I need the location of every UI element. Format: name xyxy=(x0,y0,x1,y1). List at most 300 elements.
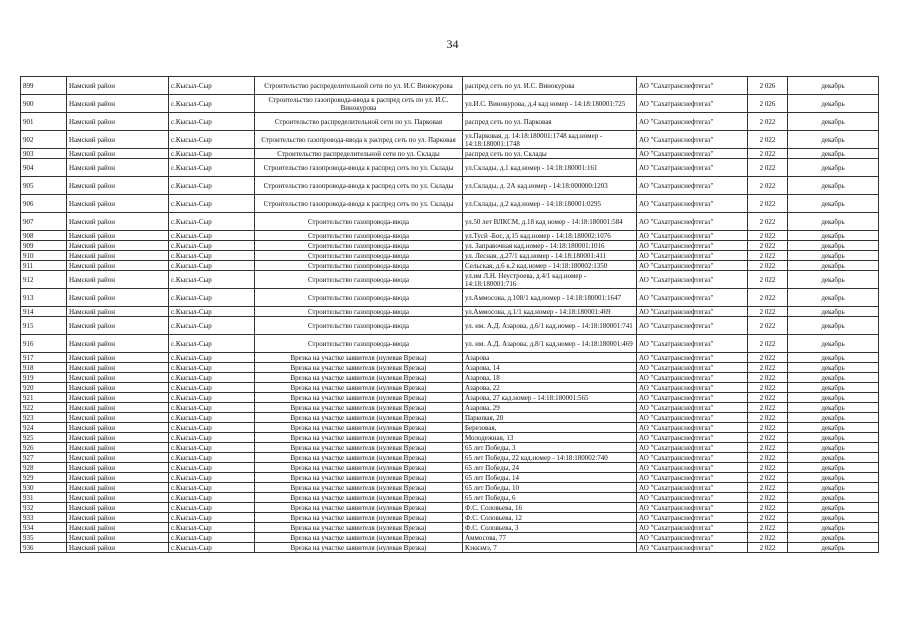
district-cell: Намский район xyxy=(67,317,169,335)
table-row xyxy=(21,403,879,413)
table-row xyxy=(21,523,879,533)
table-row xyxy=(21,543,879,553)
organization-cell: АО "Сахатранснефтегаз" xyxy=(637,289,748,307)
row-number: 906 xyxy=(21,195,67,213)
month-cell: декабрь xyxy=(788,177,879,195)
district-cell: Намский район xyxy=(67,335,169,353)
district-cell: Намский район xyxy=(67,533,169,543)
work-description-cell: Врезка на участке заявителя (нулевая Врезка) xyxy=(255,373,463,383)
organization-cell: АО "Сахатранснефтегаз" xyxy=(637,493,748,503)
organization-cell: АО "Сахатранснефтегаз" xyxy=(637,159,748,177)
work-description-cell: Врезка на участке заявителя (нулевая Врезка) xyxy=(255,423,463,433)
work-description-cell: Строительство распределительной сети по ул. Парковая xyxy=(255,113,463,131)
district-cell: Намский район xyxy=(67,523,169,533)
row-number: 912 xyxy=(21,271,67,289)
district-cell: Намский район xyxy=(67,261,169,271)
settlement-cell: с.Кысыл-Сыр xyxy=(169,195,255,213)
year-cell: 2 022 xyxy=(748,513,788,523)
work-description-cell: Врезка на участке заявителя (нулевая Врезка) xyxy=(255,513,463,523)
row-number: 903 xyxy=(21,149,67,159)
year-cell: 2 022 xyxy=(748,483,788,493)
district-cell: Намский район xyxy=(67,393,169,403)
month-cell: декабрь xyxy=(788,433,879,443)
work-description-cell: Строительство газопровода-ввода к распред сеть по ул. Склады xyxy=(255,195,463,213)
work-description-cell: Врезка на участке заявителя (нулевая Врезка) xyxy=(255,523,463,533)
organization-cell: АО "Сахатранснефтегаз" xyxy=(637,353,748,363)
organization-cell: АО "Сахатранснефтегаз" xyxy=(637,363,748,373)
month-cell: декабрь xyxy=(788,77,879,95)
row-number: 935 xyxy=(21,533,67,543)
organization-cell: АО "Сахатранснефтегаз" xyxy=(637,271,748,289)
month-cell: декабрь xyxy=(788,131,879,149)
address-cell: распред сеть по ул. Склады xyxy=(463,149,637,159)
district-cell: Намский район xyxy=(67,231,169,241)
month-cell: декабрь xyxy=(788,113,879,131)
work-description-cell: Строительство распределительной сети по ул. Склады xyxy=(255,149,463,159)
organization-cell: АО "Сахатранснефтегаз" xyxy=(637,317,748,335)
work-description-cell: Врезка на участке заявителя (нулевая Врезка) xyxy=(255,463,463,473)
work-description-cell: Врезка на участке заявителя (нулевая Врезка) xyxy=(255,493,463,503)
settlement-cell: с.Кысыл-Сыр xyxy=(169,513,255,523)
work-description-cell: Строительство газопровода-ввода xyxy=(255,261,463,271)
table-row xyxy=(21,423,879,433)
month-cell: декабрь xyxy=(788,373,879,383)
settlement-cell: с.Кысыл-Сыр xyxy=(169,241,255,251)
year-cell: 2 022 xyxy=(748,473,788,483)
row-number: 924 xyxy=(21,423,67,433)
address-cell: Кэккэмэ, 7 xyxy=(463,543,637,553)
organization-cell: АО "Сахатранснефтегаз" xyxy=(637,251,748,261)
address-cell: ул.Аммосова, д.1/1 кад.номер - 14:18:180001:469 xyxy=(463,307,637,317)
settlement-cell: с.Кысыл-Сыр xyxy=(169,423,255,433)
address-cell: Азарова, 22 xyxy=(463,383,637,393)
organization-cell: АО "Сахатранснефтегаз" xyxy=(637,307,748,317)
year-cell: 2 026 xyxy=(748,95,788,113)
address-cell: 65 лет Победы, 10 xyxy=(463,483,637,493)
settlement-cell: с.Кысыл-Сыр xyxy=(169,289,255,307)
row-number: 914 xyxy=(21,307,67,317)
organization-cell: АО "Сахатранснефтегаз" xyxy=(637,131,748,149)
organization-cell: АО "Сахатранснефтегаз" xyxy=(637,543,748,553)
month-cell: декабрь xyxy=(788,393,879,403)
work-description-cell: Врезка на участке заявителя (нулевая Врезка) xyxy=(255,433,463,443)
month-cell: декабрь xyxy=(788,289,879,307)
organization-cell: АО "Сахатранснефтегаз" xyxy=(637,149,748,159)
month-cell: декабрь xyxy=(788,503,879,513)
year-cell: 2 022 xyxy=(748,363,788,373)
month-cell: декабрь xyxy=(788,363,879,373)
settlement-cell: с.Кысыл-Сыр xyxy=(169,523,255,533)
address-cell: 65 лет Победы, 3 xyxy=(463,443,637,453)
table-row xyxy=(21,113,879,131)
organization-cell: АО "Сахатранснефтегаз" xyxy=(637,433,748,443)
month-cell: декабрь xyxy=(788,383,879,393)
organization-cell: АО "Сахатранснефтегаз" xyxy=(637,513,748,523)
work-description-cell: Врезка на участке заявителя (нулевая Врезка) xyxy=(255,403,463,413)
table-row xyxy=(21,383,879,393)
organization-cell: АО "Сахатранснефтегаз" xyxy=(637,463,748,473)
settlement-cell: с.Кысыл-Сыр xyxy=(169,149,255,159)
month-cell: декабрь xyxy=(788,513,879,523)
table-row xyxy=(21,231,879,241)
settlement-cell: с.Кысыл-Сыр xyxy=(169,271,255,289)
district-cell: Намский район xyxy=(67,353,169,363)
district-cell: Намский район xyxy=(67,289,169,307)
row-number: 926 xyxy=(21,443,67,453)
organization-cell: АО "Сахатранснефтегаз" xyxy=(637,195,748,213)
month-cell: декабрь xyxy=(788,159,879,177)
table-row xyxy=(21,473,879,483)
district-cell: Намский район xyxy=(67,159,169,177)
work-description-cell: Строительство газопровода-ввода xyxy=(255,307,463,317)
row-number: 908 xyxy=(21,231,67,241)
registry-rows xyxy=(21,77,879,553)
table-row xyxy=(21,363,879,373)
year-cell: 2 022 xyxy=(748,113,788,131)
settlement-cell: с.Кысыл-Сыр xyxy=(169,433,255,443)
row-number: 918 xyxy=(21,363,67,373)
address-cell: ул.Тусй -Бос, д.15 кад.номер - 14:18:180002:1076 xyxy=(463,231,637,241)
year-cell: 2 022 xyxy=(748,453,788,463)
month-cell: декабрь xyxy=(788,195,879,213)
month-cell: декабрь xyxy=(788,403,879,413)
district-cell: Намский район xyxy=(67,241,169,251)
month-cell: декабрь xyxy=(788,213,879,231)
address-cell: Аммосова, 77 xyxy=(463,533,637,543)
month-cell: декабрь xyxy=(788,261,879,271)
district-cell: Намский район xyxy=(67,473,169,483)
settlement-cell: с.Кысыл-Сыр xyxy=(169,443,255,453)
district-cell: Намский район xyxy=(67,493,169,503)
address-cell: Березовая, xyxy=(463,423,637,433)
address-cell: 65 лет Победы, 14 xyxy=(463,473,637,483)
organization-cell: АО "Сахатранснефтегаз" xyxy=(637,443,748,453)
work-description-cell: Строительство газопровода-ввода xyxy=(255,335,463,353)
year-cell: 2 022 xyxy=(748,177,788,195)
organization-cell: АО "Сахатранснефтегаз" xyxy=(637,523,748,533)
district-cell: Намский район xyxy=(67,307,169,317)
work-description-cell: Строительство газопровода-ввода xyxy=(255,317,463,335)
district-cell: Намский район xyxy=(67,503,169,513)
year-cell: 2 022 xyxy=(748,251,788,261)
year-cell: 2 022 xyxy=(748,373,788,383)
row-number: 929 xyxy=(21,473,67,483)
year-cell: 2 022 xyxy=(748,289,788,307)
work-description-cell: Врезка на участке заявителя (нулевая Врезка) xyxy=(255,393,463,403)
settlement-cell: с.Кысыл-Сыр xyxy=(169,335,255,353)
year-cell: 2 022 xyxy=(748,307,788,317)
settlement-cell: с.Кысыл-Сыр xyxy=(169,231,255,241)
district-cell: Намский район xyxy=(67,403,169,413)
month-cell: декабрь xyxy=(788,241,879,251)
organization-cell: АО "Сахатранснефтегаз" xyxy=(637,373,748,383)
address-cell: ул.им Л.Н. Неустроева, д.4/1 кад.номер - 14:18:180001:716 xyxy=(463,271,637,289)
row-number: 907 xyxy=(21,213,67,231)
work-description-cell: Строительство газопровода-ввода xyxy=(255,289,463,307)
organization-cell: АО "Сахатранснефтегаз" xyxy=(637,213,748,231)
table-row xyxy=(21,177,879,195)
district-cell: Намский район xyxy=(67,131,169,149)
table-row xyxy=(21,413,879,423)
district-cell: Намский район xyxy=(67,423,169,433)
month-cell: декабрь xyxy=(788,493,879,503)
row-number: 932 xyxy=(21,503,67,513)
year-cell: 2 022 xyxy=(748,523,788,533)
table-row xyxy=(21,251,879,261)
month-cell: декабрь xyxy=(788,95,879,113)
row-number: 923 xyxy=(21,413,67,423)
organization-cell: АО "Сахатранснефтегаз" xyxy=(637,473,748,483)
organization-cell: АО "Сахатранснефтегаз" xyxy=(637,423,748,433)
address-cell: ул.Склады, д. 2А кад.номер - 14:18:000000:1203 xyxy=(463,177,637,195)
organization-cell: АО "Сахатранснефтегаз" xyxy=(637,413,748,423)
work-description-cell: Врезка на участке заявителя (нулевая Врезка) xyxy=(255,533,463,543)
table-row xyxy=(21,289,879,307)
settlement-cell: с.Кысыл-Сыр xyxy=(169,413,255,423)
settlement-cell: с.Кысыл-Сыр xyxy=(169,533,255,543)
table-row xyxy=(21,503,879,513)
work-description-cell: Врезка на участке заявителя (нулевая Врезка) xyxy=(255,383,463,393)
district-cell: Намский район xyxy=(67,149,169,159)
row-number: 922 xyxy=(21,403,67,413)
table-row xyxy=(21,271,879,289)
year-cell: 2 022 xyxy=(748,493,788,503)
work-description-cell: Строительство газопровода-ввода к распред сеть по ул. Склады xyxy=(255,159,463,177)
organization-cell: АО "Сахатранснефтегаз" xyxy=(637,453,748,463)
organization-cell: АО "Сахатранснефтегаз" xyxy=(637,393,748,403)
table-row xyxy=(21,353,879,363)
year-cell: 2 022 xyxy=(748,317,788,335)
year-cell: 2 022 xyxy=(748,159,788,177)
organization-cell: АО "Сахатранснефтегаз" xyxy=(637,533,748,543)
table-row xyxy=(21,261,879,271)
district-cell: Намский район xyxy=(67,383,169,393)
district-cell: Намский район xyxy=(67,483,169,493)
row-number: 927 xyxy=(21,453,67,463)
district-cell: Намский район xyxy=(67,413,169,423)
year-cell: 2 022 xyxy=(748,231,788,241)
district-cell: Намский район xyxy=(67,195,169,213)
table-row xyxy=(21,483,879,493)
work-description-cell: Строительство газопровода-ввода к распред сеть по ул. И.С. Винокурова xyxy=(255,95,463,113)
address-cell: ул. Заправочная кад.номер - 14:18:180001:1016 xyxy=(463,241,637,251)
organization-cell: АО "Сахатранснефтегаз" xyxy=(637,241,748,251)
settlement-cell: с.Кысыл-Сыр xyxy=(169,543,255,553)
settlement-cell: с.Кысыл-Сыр xyxy=(169,251,255,261)
address-cell: Сельская, д.6 к.2 кад.номер - 14:18:180002:1350 xyxy=(463,261,637,271)
organization-cell: АО "Сахатранснефтегаз" xyxy=(637,335,748,353)
district-cell: Намский район xyxy=(67,251,169,261)
organization-cell: АО "Сахатранснефтегаз" xyxy=(637,177,748,195)
work-description-cell: Строительство распределительной сети по ул. И.С Винокурова xyxy=(255,77,463,95)
month-cell: декабрь xyxy=(788,453,879,463)
work-description-cell: Врезка на участке заявителя (нулевая Врезка) xyxy=(255,353,463,363)
table-row xyxy=(21,131,879,149)
year-cell: 2 022 xyxy=(748,261,788,271)
work-description-cell: Строительство газопровода-ввода xyxy=(255,251,463,261)
settlement-cell: с.Кысыл-Сыр xyxy=(169,363,255,373)
organization-cell: АО "Сахатранснефтегаз" xyxy=(637,503,748,513)
district-cell: Намский район xyxy=(67,433,169,443)
year-cell: 2 022 xyxy=(748,543,788,553)
work-description-cell: Строительство газопровода-ввода к распред сеть по ул. Парковая xyxy=(255,131,463,149)
row-number: 919 xyxy=(21,373,67,383)
district-cell: Намский район xyxy=(67,443,169,453)
month-cell: декабрь xyxy=(788,413,879,423)
table-row xyxy=(21,241,879,251)
table-row xyxy=(21,307,879,317)
address-cell: ул. им. А.Д. Азарова, д.6/1 кад.номер - 14:18:180001:741 xyxy=(463,317,637,335)
address-cell: Азарова, 27 кад.номер - 14:18:180001:565 xyxy=(463,393,637,403)
year-cell: 2 022 xyxy=(748,195,788,213)
address-cell: ул.И.С. Винокурова, д.4 кад номер - 14:18:180001:725 xyxy=(463,95,637,113)
settlement-cell: с.Кысыл-Сыр xyxy=(169,95,255,113)
row-number: 920 xyxy=(21,383,67,393)
address-cell: ул.Склады, д.1 кад.номер - 14:18:180001:161 xyxy=(463,159,637,177)
month-cell: декабрь xyxy=(788,251,879,261)
work-description-cell: Строительство газопровода-ввода к распред сеть по ул. Склады xyxy=(255,177,463,195)
address-cell: Молодежная, 13 xyxy=(463,433,637,443)
organization-cell: АО "Сахатранснефтегаз" xyxy=(637,77,748,95)
year-cell: 2 022 xyxy=(748,413,788,423)
year-cell: 2 022 xyxy=(748,383,788,393)
organization-cell: АО "Сахатранснефтегаз" xyxy=(637,483,748,493)
district-cell: Намский район xyxy=(67,453,169,463)
month-cell: декабрь xyxy=(788,473,879,483)
district-cell: Намский район xyxy=(67,363,169,373)
month-cell: декабрь xyxy=(788,443,879,453)
month-cell: декабрь xyxy=(788,463,879,473)
row-number: 904 xyxy=(21,159,67,177)
work-description-cell: Строительство газопровода-ввода xyxy=(255,241,463,251)
organization-cell: АО "Сахатранснефтегаз" xyxy=(637,403,748,413)
settlement-cell: с.Кысыл-Сыр xyxy=(169,403,255,413)
row-number: 900 xyxy=(21,95,67,113)
settlement-cell: с.Кысыл-Сыр xyxy=(169,473,255,483)
row-number: 910 xyxy=(21,251,67,261)
table-row xyxy=(21,393,879,403)
district-cell: Намский район xyxy=(67,513,169,523)
work-description-cell: Врезка на участке заявителя (нулевая Врезка) xyxy=(255,443,463,453)
settlement-cell: с.Кысыл-Сыр xyxy=(169,463,255,473)
month-cell: декабрь xyxy=(788,231,879,241)
year-cell: 2 022 xyxy=(748,463,788,473)
year-cell: 2 022 xyxy=(748,393,788,403)
table-row xyxy=(21,195,879,213)
address-cell: Ф.С. Соловьева, 3 xyxy=(463,523,637,533)
settlement-cell: с.Кысыл-Сыр xyxy=(169,261,255,271)
row-number: 916 xyxy=(21,335,67,353)
table-row xyxy=(21,77,879,95)
district-cell: Намский район xyxy=(67,77,169,95)
row-number: 905 xyxy=(21,177,67,195)
table-row xyxy=(21,493,879,503)
month-cell: декабрь xyxy=(788,543,879,553)
table-row xyxy=(21,373,879,383)
row-number: 901 xyxy=(21,113,67,131)
address-cell: Ф.С. Соловьева, 12 xyxy=(463,513,637,523)
address-cell: 65 лет Победы, 24 xyxy=(463,463,637,473)
year-cell: 2 022 xyxy=(748,443,788,453)
address-cell: Азарова, 18 xyxy=(463,373,637,383)
row-number: 934 xyxy=(21,523,67,533)
district-cell: Намский район xyxy=(67,213,169,231)
row-number: 915 xyxy=(21,317,67,335)
district-cell: Намский район xyxy=(67,271,169,289)
table-row xyxy=(21,335,879,353)
year-cell: 2 022 xyxy=(748,335,788,353)
year-cell: 2 022 xyxy=(748,533,788,543)
year-cell: 2 022 xyxy=(748,271,788,289)
address-cell: Парковая, 20 xyxy=(463,413,637,423)
settlement-cell: с.Кысыл-Сыр xyxy=(169,317,255,335)
table-row xyxy=(21,533,879,543)
address-cell: Азарова, 14 xyxy=(463,363,637,373)
organization-cell: АО "Сахатранснефтегаз" xyxy=(637,383,748,393)
year-cell: 2 022 xyxy=(748,503,788,513)
table-row xyxy=(21,513,879,523)
row-number: 921 xyxy=(21,393,67,403)
year-cell: 2 026 xyxy=(748,77,788,95)
table-row xyxy=(21,443,879,453)
year-cell: 2 022 xyxy=(748,353,788,363)
month-cell: декабрь xyxy=(788,423,879,433)
settlement-cell: с.Кысыл-Сыр xyxy=(169,483,255,493)
row-number: 899 xyxy=(21,77,67,95)
district-cell: Намский район xyxy=(67,177,169,195)
district-cell: Намский район xyxy=(67,463,169,473)
row-number: 933 xyxy=(21,513,67,523)
row-number: 925 xyxy=(21,433,67,443)
page-number: 34 xyxy=(446,37,459,51)
table-row xyxy=(21,95,879,113)
row-number: 913 xyxy=(21,289,67,307)
row-number: 931 xyxy=(21,493,67,503)
month-cell: декабрь xyxy=(788,353,879,363)
work-description-cell: Строительство газопровода-ввода xyxy=(255,271,463,289)
year-cell: 2 022 xyxy=(748,131,788,149)
table-row xyxy=(21,149,879,159)
work-description-cell: Строительство газопровода-ввода xyxy=(255,231,463,241)
address-cell: 65 лет Победы, 22 кад.номер - 14:18:180002:740 xyxy=(463,453,637,463)
table-row xyxy=(21,433,879,443)
district-cell: Намский район xyxy=(67,95,169,113)
work-description-cell: Врезка на участке заявителя (нулевая Врезка) xyxy=(255,503,463,513)
settlement-cell: с.Кысыл-Сыр xyxy=(169,393,255,403)
settlement-cell: с.Кысыл-Сыр xyxy=(169,503,255,513)
address-cell: Ф.С. Соловьева, 16 xyxy=(463,503,637,513)
address-cell: Азарова xyxy=(463,353,637,363)
month-cell: декабрь xyxy=(788,335,879,353)
month-cell: декабрь xyxy=(788,271,879,289)
year-cell: 2 022 xyxy=(748,403,788,413)
organization-cell: АО "Сахатранснефтегаз" xyxy=(637,113,748,131)
row-number: 936 xyxy=(21,543,67,553)
row-number: 917 xyxy=(21,353,67,363)
table-row xyxy=(21,159,879,177)
settlement-cell: с.Кысыл-Сыр xyxy=(169,177,255,195)
year-cell: 2 022 xyxy=(748,433,788,443)
settlement-cell: с.Кысыл-Сыр xyxy=(169,113,255,131)
address-cell: ул. Лесная, д.27/1 кад.номер - 14:18:180001:411 xyxy=(463,251,637,261)
address-cell: ул. им. А.Д. Азарова, д.8/1 кад.номер - 14:18:180001:469 xyxy=(463,335,637,353)
month-cell: декабрь xyxy=(788,317,879,335)
work-description-cell: Врезка на участке заявителя (нулевая Врезка) xyxy=(255,473,463,483)
address-cell: ул.Парковая, д. 14:18:180001:1748 кад.номер - 14:18:180001:1748 xyxy=(463,131,637,149)
organization-cell: АО "Сахатранснефтегаз" xyxy=(637,231,748,241)
work-description-cell: Строительство газопровода-ввода xyxy=(255,213,463,231)
address-cell: 65 лет Победы, 6 xyxy=(463,493,637,503)
